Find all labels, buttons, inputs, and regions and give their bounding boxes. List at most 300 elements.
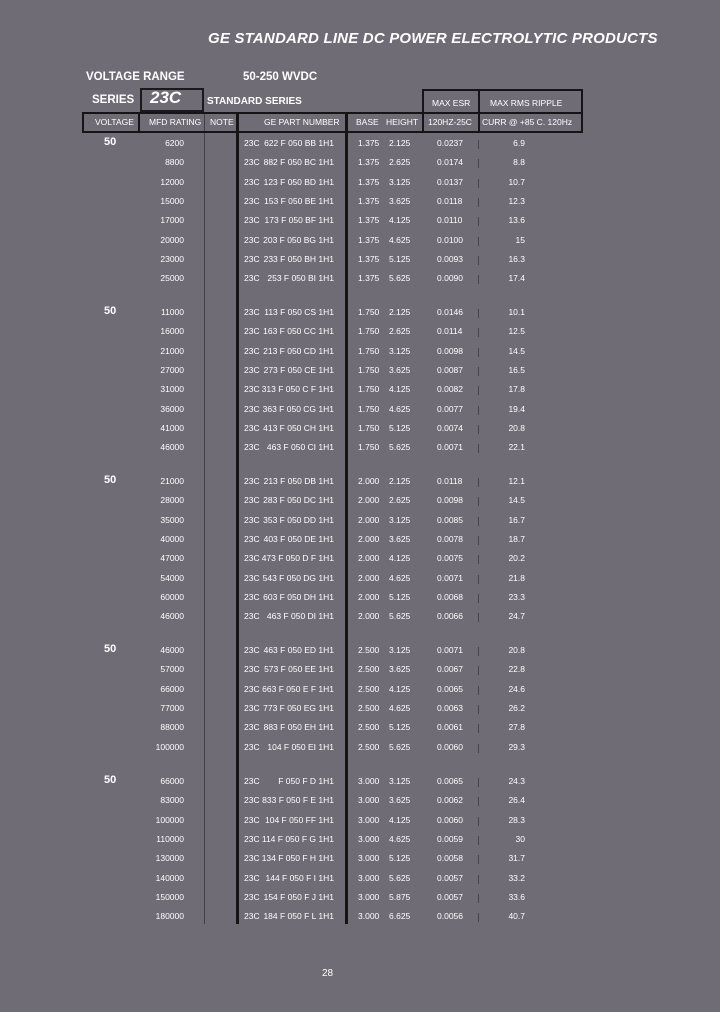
ripple-cell: 12.5 [508, 326, 525, 337]
mfd-rating-cell: 140000 [155, 872, 184, 883]
esr-cell: 0.0060 [437, 814, 463, 825]
ripple-cell: 24.6 [508, 683, 525, 694]
ripple-tick [478, 309, 479, 318]
base-cell: 1.750 [358, 422, 380, 433]
part-number-cell: F 050 F D 1H1 [278, 776, 334, 786]
esr-cell: 0.0066 [437, 611, 463, 622]
voltage-range-value: 50-250 WVDC [243, 71, 318, 83]
ripple-tick [478, 275, 479, 284]
height-cell: 4.625 [389, 572, 411, 583]
series-prefix-cell: 23C [244, 176, 260, 187]
ripple-cell: 27.8 [508, 722, 525, 733]
base-cell: 2.500 [358, 645, 380, 655]
series-prefix-cell: 23C [244, 741, 260, 752]
header-bottom-border [82, 131, 583, 133]
height-cell: 5.125 [389, 591, 411, 602]
header-voltage: VOLTAGE [95, 117, 134, 127]
height-cell: 4.625 [389, 702, 411, 713]
ripple-tick [478, 348, 479, 357]
part-number-cell: 184 F 050 F L 1H1 [263, 911, 334, 922]
series-prefix-cell: 23C [244, 514, 260, 525]
part-number-cell: 154 F 050 F J 1H1 [263, 891, 334, 902]
esr-cell: 0.0071 [437, 645, 463, 655]
mfd-rating-cell: 41000 [160, 422, 184, 433]
mfd-rating-cell: 83000 [160, 795, 184, 806]
series-prefix-cell: 23C [244, 814, 260, 825]
esr-cell: 0.0082 [437, 384, 463, 395]
ripple-tick [478, 744, 479, 753]
base-cell: 1.750 [358, 364, 380, 375]
mfd-rating-cell: 46000 [160, 611, 184, 622]
ripple-cell: 20.2 [508, 553, 525, 564]
series-prefix-cell: 23C [244, 572, 260, 583]
series-prefix-cell: 23C [244, 645, 260, 655]
voltage-group-label: 50 [104, 643, 117, 655]
mfd-rating-cell: 36000 [160, 403, 184, 414]
esr-cell: 0.0068 [437, 591, 463, 602]
ripple-cell: 13.6 [508, 215, 525, 226]
height-cell: 5.125 [389, 422, 411, 433]
part-left-divider [236, 112, 239, 924]
series-prefix-cell: 23C [244, 157, 260, 168]
mfd-rating-cell: 180000 [155, 911, 184, 922]
height-cell: 4.125 [389, 553, 411, 564]
height-cell: 3.125 [389, 645, 411, 655]
base-cell: 1.375 [358, 157, 380, 168]
base-cell: 2.500 [358, 664, 380, 675]
base-cell: 1.375 [358, 234, 380, 245]
page-number: 28 [322, 968, 334, 979]
ripple-tick [478, 140, 479, 149]
series-prefix-cell: 23C [244, 833, 260, 844]
voltage-group-label: 50 [104, 474, 117, 486]
part-number-cell: 104 F 050 FF 1H1 [265, 814, 334, 825]
ripple-cell: 23.3 [508, 591, 525, 602]
ripple-cell: 40.7 [508, 911, 525, 922]
ripple-cell: 17.4 [508, 273, 525, 284]
height-cell: 2.625 [389, 495, 411, 506]
part-number-cell: 603 F 050 DH 1H1 [263, 591, 334, 602]
series-prefix-cell: 23C [244, 872, 260, 883]
height-cell: 4.125 [389, 215, 411, 226]
part-number-cell: 463 F 050 CI 1H1 [266, 442, 334, 453]
page-title: GE STANDARD LINE DC POWER ELECTROLYTIC PRODUCTS [208, 30, 658, 47]
base-cell: 2.000 [358, 591, 380, 602]
series-prefix-cell: 23C [244, 195, 260, 206]
series-prefix-cell: 23C [244, 776, 260, 786]
part-number-cell: 463 F 050 DI 1H1 [266, 611, 334, 622]
height-cell: 4.625 [389, 234, 411, 245]
series-prefix-cell: 23C [244, 553, 260, 564]
base-cell: 1.750 [358, 442, 380, 453]
ripple-cell: 22.8 [508, 664, 525, 675]
ripple-cell: 16.5 [508, 364, 525, 375]
part-number-cell: 153 F 050 BE 1H1 [264, 195, 334, 206]
part-number-cell: 363 F 050 CG 1H1 [262, 403, 334, 414]
esr-cell: 0.0058 [437, 853, 463, 864]
ripple-tick [478, 724, 479, 733]
mfd-rating-cell: 12000 [160, 176, 184, 187]
part-number-cell: 543 F 050 DG 1H1 [262, 572, 334, 583]
height-cell: 4.625 [389, 833, 411, 844]
part-number-cell: 773 F 050 EG 1H1 [263, 702, 334, 713]
height-cell: 2.125 [389, 138, 411, 148]
header-mfd-rating: MFD RATING [149, 117, 202, 127]
series-prefix-cell: 23C [244, 384, 260, 395]
mfd-rating-cell: 150000 [155, 891, 184, 902]
mfd-rating-cell: 40000 [160, 533, 184, 544]
esr-cell: 0.0146 [437, 307, 463, 317]
header-esr-left-border [422, 89, 424, 133]
ripple-cell: 12.3 [508, 195, 525, 206]
base-cell: 2.000 [358, 495, 380, 506]
base-cell: 2.000 [358, 572, 380, 583]
ripple-cell: 16.7 [508, 514, 525, 525]
header-esr-top: MAX ESR [432, 98, 471, 108]
base-cell: 3.000 [358, 833, 380, 844]
esr-cell: 0.0065 [437, 776, 463, 786]
part-number-cell: 123 F 050 BD 1H1 [263, 176, 334, 187]
height-cell: 5.125 [389, 722, 411, 733]
esr-cell: 0.0087 [437, 364, 463, 375]
part-number-cell: 114 F 050 F G 1H1 [261, 833, 334, 844]
part-number-cell: 283 F 050 DC 1H1 [263, 495, 334, 506]
base-cell: 1.750 [358, 403, 380, 414]
mfd-rating-cell: 27000 [160, 364, 184, 375]
part-number-cell: 413 F 050 CH 1H1 [263, 422, 334, 433]
series-prefix-cell: 23C [244, 664, 260, 675]
mfd-rating-cell: 6200 [165, 138, 184, 148]
esr-cell: 0.0071 [437, 442, 463, 453]
note-left-divider [204, 112, 205, 924]
ripple-cell: 8.8 [513, 157, 525, 168]
ripple-tick [478, 575, 479, 584]
part-number-cell: 163 F 050 CC 1H1 [263, 326, 334, 337]
series-prefix-cell: 23C [244, 683, 260, 694]
height-cell: 3.625 [389, 795, 411, 806]
ripple-cell: 12.1 [508, 476, 525, 486]
esr-cell: 0.0110 [437, 215, 463, 226]
ripple-tick [478, 913, 479, 922]
mfd-rating-cell: 130000 [155, 853, 184, 864]
height-cell: 5.625 [389, 611, 411, 622]
height-cell: 4.125 [389, 814, 411, 825]
base-cell: 3.000 [358, 814, 380, 825]
ripple-cell: 6.9 [513, 138, 525, 148]
part-right-divider [345, 112, 348, 924]
part-number-cell: 203 F 050 BG 1H1 [263, 234, 334, 245]
base-cell: 1.375 [358, 138, 380, 148]
part-number-cell: 113 F 050 CS 1H1 [264, 307, 334, 317]
ripple-cell: 33.2 [508, 872, 525, 883]
height-cell: 2.625 [389, 157, 411, 168]
part-number-cell: 883 F 050 EH 1H1 [263, 722, 334, 733]
series-prefix-cell: 23C [244, 215, 260, 226]
height-cell: 5.625 [389, 273, 411, 284]
base-cell: 3.000 [358, 911, 380, 922]
height-cell: 3.125 [389, 776, 411, 786]
ripple-tick [478, 444, 479, 453]
mfd-rating-cell: 77000 [160, 702, 184, 713]
ripple-cell: 33.6 [508, 891, 525, 902]
header-base: BASE [356, 117, 379, 127]
series-prefix-cell: 23C [244, 891, 260, 902]
part-number-cell: 663 F 050 E F 1H1 [262, 683, 334, 694]
header-note: NOTE [210, 117, 234, 127]
voltage-group-label: 50 [104, 305, 117, 317]
part-number-cell: 833 F 050 F E 1H1 [262, 795, 334, 806]
series-prefix-cell: 23C [244, 795, 260, 806]
esr-cell: 0.0085 [437, 514, 463, 525]
header-ripple-bottom: CURR @ +85 C. 120Hz [482, 117, 573, 127]
ripple-cell: 15 [515, 234, 525, 245]
esr-cell: 0.0237 [437, 138, 463, 148]
ripple-tick [478, 666, 479, 675]
ripple-cell: 24.3 [508, 776, 525, 786]
ripple-cell: 14.5 [508, 345, 525, 356]
base-cell: 3.000 [358, 872, 380, 883]
ripple-cell: 17.8 [508, 384, 525, 395]
esr-cell: 0.0071 [437, 572, 463, 583]
ripple-cell: 18.7 [508, 533, 525, 544]
mfd-rating-cell: 100000 [155, 741, 184, 752]
mfd-rating-cell: 35000 [160, 514, 184, 525]
part-number-cell: 144 F 050 F I 1H1 [265, 872, 334, 883]
height-cell: 3.625 [389, 533, 411, 544]
base-cell: 1.375 [358, 273, 380, 284]
ripple-tick [478, 406, 479, 415]
ripple-cell: 16.3 [508, 253, 525, 264]
part-number-cell: 313 F 050 C F 1H1 [261, 384, 334, 395]
mfd-rating-cell: 21000 [160, 476, 184, 486]
ripple-cell: 19.4 [508, 403, 525, 414]
base-cell: 1.375 [358, 195, 380, 206]
base-cell: 3.000 [358, 795, 380, 806]
height-cell: 3.125 [389, 345, 411, 356]
ripple-cell: 14.5 [508, 495, 525, 506]
header-ripple-left-border [478, 89, 480, 133]
series-prefix-cell: 23C [244, 422, 260, 433]
ripple-cell: 30 [515, 833, 525, 844]
base-cell: 1.375 [358, 215, 380, 226]
series-prefix-cell: 23C [244, 533, 260, 544]
ripple-cell: 28.3 [508, 814, 525, 825]
esr-cell: 0.0078 [437, 533, 463, 544]
ripple-tick [478, 705, 479, 714]
base-cell: 2.000 [358, 533, 380, 544]
height-cell: 3.625 [389, 664, 411, 675]
series-label: SERIES [92, 94, 135, 106]
ripple-tick [478, 328, 479, 337]
series-prefix-cell: 23C [244, 722, 260, 733]
ripple-cell: 31.7 [508, 853, 525, 864]
mfd-rating-cell: 15000 [160, 195, 184, 206]
series-prefix-cell: 23C [244, 403, 260, 414]
part-number-cell: 353 F 050 DD 1H1 [263, 514, 334, 525]
mfd-rating-cell: 66000 [160, 776, 184, 786]
part-number-cell: 134 F 050 F H 1H1 [261, 853, 334, 864]
series-prefix-cell: 23C [244, 476, 260, 486]
ripple-cell: 20.8 [508, 645, 525, 655]
ripple-tick [478, 478, 479, 487]
esr-cell: 0.0118 [437, 476, 463, 486]
ripple-tick [478, 198, 479, 207]
mfd-rating-cell: 66000 [160, 683, 184, 694]
mfd-rating-cell: 23000 [160, 253, 184, 264]
base-cell: 1.750 [358, 345, 380, 356]
mfd-rating-cell: 28000 [160, 495, 184, 506]
esr-cell: 0.0075 [437, 553, 463, 564]
ripple-cell: 10.1 [508, 307, 525, 317]
voltage-group-label: 50 [104, 136, 117, 148]
base-cell: 2.000 [358, 611, 380, 622]
ripple-tick [478, 817, 479, 826]
series-prefix-cell: 23C [244, 591, 260, 602]
header-mid-border [82, 112, 583, 114]
mfd-rating-cell: 46000 [160, 645, 184, 655]
base-cell: 1.750 [358, 307, 380, 317]
series-prefix-cell: 23C [244, 234, 260, 245]
base-cell: 2.500 [358, 702, 380, 713]
esr-cell: 0.0100 [437, 234, 463, 245]
mfd-rating-cell: 21000 [160, 345, 184, 356]
part-number-cell: 463 F 050 ED 1H1 [263, 645, 334, 655]
part-number-cell: 622 F 050 BB 1H1 [264, 138, 334, 148]
base-cell: 1.750 [358, 384, 380, 395]
series-prefix-cell: 23C [244, 138, 260, 148]
mfd-rating-cell: 100000 [155, 814, 184, 825]
base-cell: 2.000 [358, 553, 380, 564]
esr-cell: 0.0063 [437, 702, 463, 713]
part-number-cell: 473 F 050 D F 1H1 [261, 553, 334, 564]
mfd-rating-cell: 88000 [160, 722, 184, 733]
ripple-cell: 26.4 [508, 795, 525, 806]
series-prefix-cell: 23C [244, 253, 260, 264]
base-cell: 2.500 [358, 722, 380, 733]
height-cell: 4.625 [389, 403, 411, 414]
mfd-rating-cell: 17000 [160, 215, 184, 226]
series-prefix-cell: 23C [244, 364, 260, 375]
mfd-rating-cell: 57000 [160, 664, 184, 675]
height-cell: 2.125 [389, 476, 411, 486]
esr-cell: 0.0056 [437, 911, 463, 922]
series-prefix-cell: 23C [244, 326, 260, 337]
mfd-rating-cell: 54000 [160, 572, 184, 583]
esr-cell: 0.0065 [437, 683, 463, 694]
esr-cell: 0.0061 [437, 722, 463, 733]
ripple-cell: 21.8 [508, 572, 525, 583]
series-prefix-cell: 23C [244, 911, 260, 922]
height-cell: 5.625 [389, 442, 411, 453]
ripple-tick [478, 686, 479, 695]
header-left-border [82, 112, 84, 133]
height-cell: 5.625 [389, 872, 411, 883]
ripple-tick [478, 555, 479, 564]
esr-cell: 0.0074 [437, 422, 463, 433]
part-number-cell: 882 F 050 BC 1H1 [263, 157, 334, 168]
height-cell: 3.625 [389, 364, 411, 375]
base-cell: 1.375 [358, 253, 380, 264]
header-esr-bottom: 120HZ-25C [428, 117, 472, 127]
esr-cell: 0.0098 [437, 495, 463, 506]
ripple-tick [478, 613, 479, 622]
series-prefix-cell: 23C [244, 495, 260, 506]
base-cell: 3.000 [358, 853, 380, 864]
esr-cell: 0.0118 [437, 195, 463, 206]
mfd-rating-cell: 8800 [165, 157, 184, 168]
base-cell: 2.500 [358, 683, 380, 694]
mfd-rating-cell: 46000 [160, 442, 184, 453]
ripple-tick [478, 875, 479, 884]
part-number-cell: 104 F 050 EI 1H1 [267, 741, 334, 752]
ripple-tick [478, 256, 479, 265]
ripple-cell: 22.1 [508, 442, 525, 453]
voltage-range-label: VOLTAGE RANGE [86, 71, 185, 83]
esr-cell: 0.0114 [437, 326, 463, 337]
esr-cell: 0.0093 [437, 253, 463, 264]
ripple-tick [478, 179, 479, 188]
series-prefix-cell: 23C [244, 702, 260, 713]
ripple-tick [478, 797, 479, 806]
ripple-tick [478, 836, 479, 845]
series-code: 23C [150, 88, 182, 107]
part-number-cell: 213 F 050 CD 1H1 [263, 345, 334, 356]
height-cell: 3.625 [389, 195, 411, 206]
base-cell: 1.750 [358, 326, 380, 337]
base-cell: 3.000 [358, 776, 380, 786]
mfd-rating-cell: 20000 [160, 234, 184, 245]
ripple-tick [478, 894, 479, 903]
series-description: STANDARD SERIES [207, 96, 302, 107]
height-cell: 5.125 [389, 853, 411, 864]
height-cell: 5.125 [389, 253, 411, 264]
series-prefix-cell: 23C [244, 345, 260, 356]
header-part-number: GE PART NUMBER [264, 117, 340, 127]
ripple-tick [478, 778, 479, 787]
base-cell: 2.000 [358, 476, 380, 486]
ripple-cell: 26.2 [508, 702, 525, 713]
esr-cell: 0.0059 [437, 833, 463, 844]
mfd-rating-cell: 31000 [160, 384, 184, 395]
header-top-border [422, 89, 583, 91]
base-cell: 1.375 [358, 176, 380, 187]
ripple-tick [478, 386, 479, 395]
series-prefix-cell: 23C [244, 273, 260, 284]
mfd-rating-cell: 110000 [156, 833, 184, 844]
part-number-cell: 173 F 050 BF 1H1 [264, 215, 334, 226]
ripple-tick [478, 517, 479, 526]
height-cell: 3.125 [389, 514, 411, 525]
part-number-cell: 253 F 050 BI 1H1 [267, 273, 334, 284]
ripple-tick [478, 367, 479, 376]
series-prefix-cell: 23C [244, 442, 260, 453]
series-prefix-cell: 23C [244, 307, 260, 317]
ripple-tick [478, 237, 479, 246]
esr-cell: 0.0057 [437, 891, 463, 902]
mfd-rating-cell: 60000 [160, 591, 184, 602]
height-cell: 5.625 [389, 741, 411, 752]
part-number-cell: 573 F 050 EE 1H1 [264, 664, 334, 675]
esr-cell: 0.0062 [437, 795, 463, 806]
height-cell: 2.625 [389, 326, 411, 337]
ripple-cell: 29.3 [508, 741, 525, 752]
mfd-rating-cell: 47000 [160, 553, 184, 564]
esr-cell: 0.0090 [437, 273, 463, 284]
part-number-cell: 273 F 050 CE 1H1 [263, 364, 334, 375]
header-height: HEIGHT [386, 117, 419, 127]
ripple-tick [478, 855, 479, 864]
base-cell: 2.000 [358, 514, 380, 525]
